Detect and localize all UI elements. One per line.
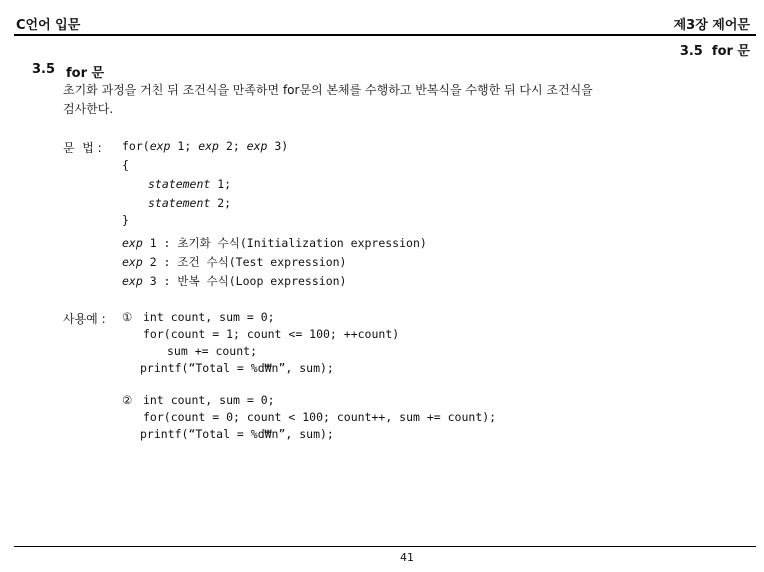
syntax-open-brace: {: [122, 158, 129, 172]
syntax-close-brace: }: [122, 213, 129, 227]
intro-line-1: 초기화 과정을 거친 뒤 조건식을 만족하면 for문의 본체를 수행하고 반복식을 수행한 뒤 다시 조건식을: [63, 83, 593, 97]
syntax-statement-2: statement 2;: [148, 196, 232, 210]
example-2-line-3: printf(“Total = %d₩n”, sum);: [140, 427, 334, 441]
page-number: 41: [400, 551, 414, 564]
example-1-line-4: printf(“Total = %d₩n”, sum);: [140, 361, 334, 375]
exp2-description: exp 2 : 조건 수식(Test expression): [122, 255, 347, 269]
footer-rule: [14, 546, 756, 547]
subsection-title: 3.5 for 문: [679, 44, 750, 59]
section-number: 3.5: [32, 62, 56, 77]
example-1-line-2: for(count = 1; count <= 100; ++count): [143, 327, 400, 341]
example-1-line-3: sum += count;: [167, 344, 258, 358]
syntax-for-line: for(exp 1; exp 2; exp 3): [122, 139, 289, 153]
section-title: for 문: [66, 66, 105, 81]
example-label: 사용예 :: [63, 312, 106, 326]
intro-line-2: 검사한다.: [63, 102, 114, 116]
syntax-statement-1: statement 1;: [148, 177, 232, 191]
example-2-line-2: for(count = 0; count < 100; count++, sum += count);: [143, 410, 497, 424]
book-title: C언어 입문: [16, 18, 81, 33]
chapter-title: 제3장 제어문: [673, 18, 750, 33]
exp1-description: exp 1 : 초기화 수식(Initialization expression): [122, 236, 427, 250]
syntax-label: 문 법 :: [63, 141, 102, 155]
header-rule: [14, 34, 756, 36]
example-1-marker: ①: [122, 310, 133, 324]
example-1-line-1: int count, sum = 0;: [143, 310, 275, 324]
exp3-description: exp 3 : 반복 수식(Loop expression): [122, 274, 347, 288]
example-2-marker: ②: [122, 393, 133, 407]
example-2-line-1: int count, sum = 0;: [143, 393, 275, 407]
